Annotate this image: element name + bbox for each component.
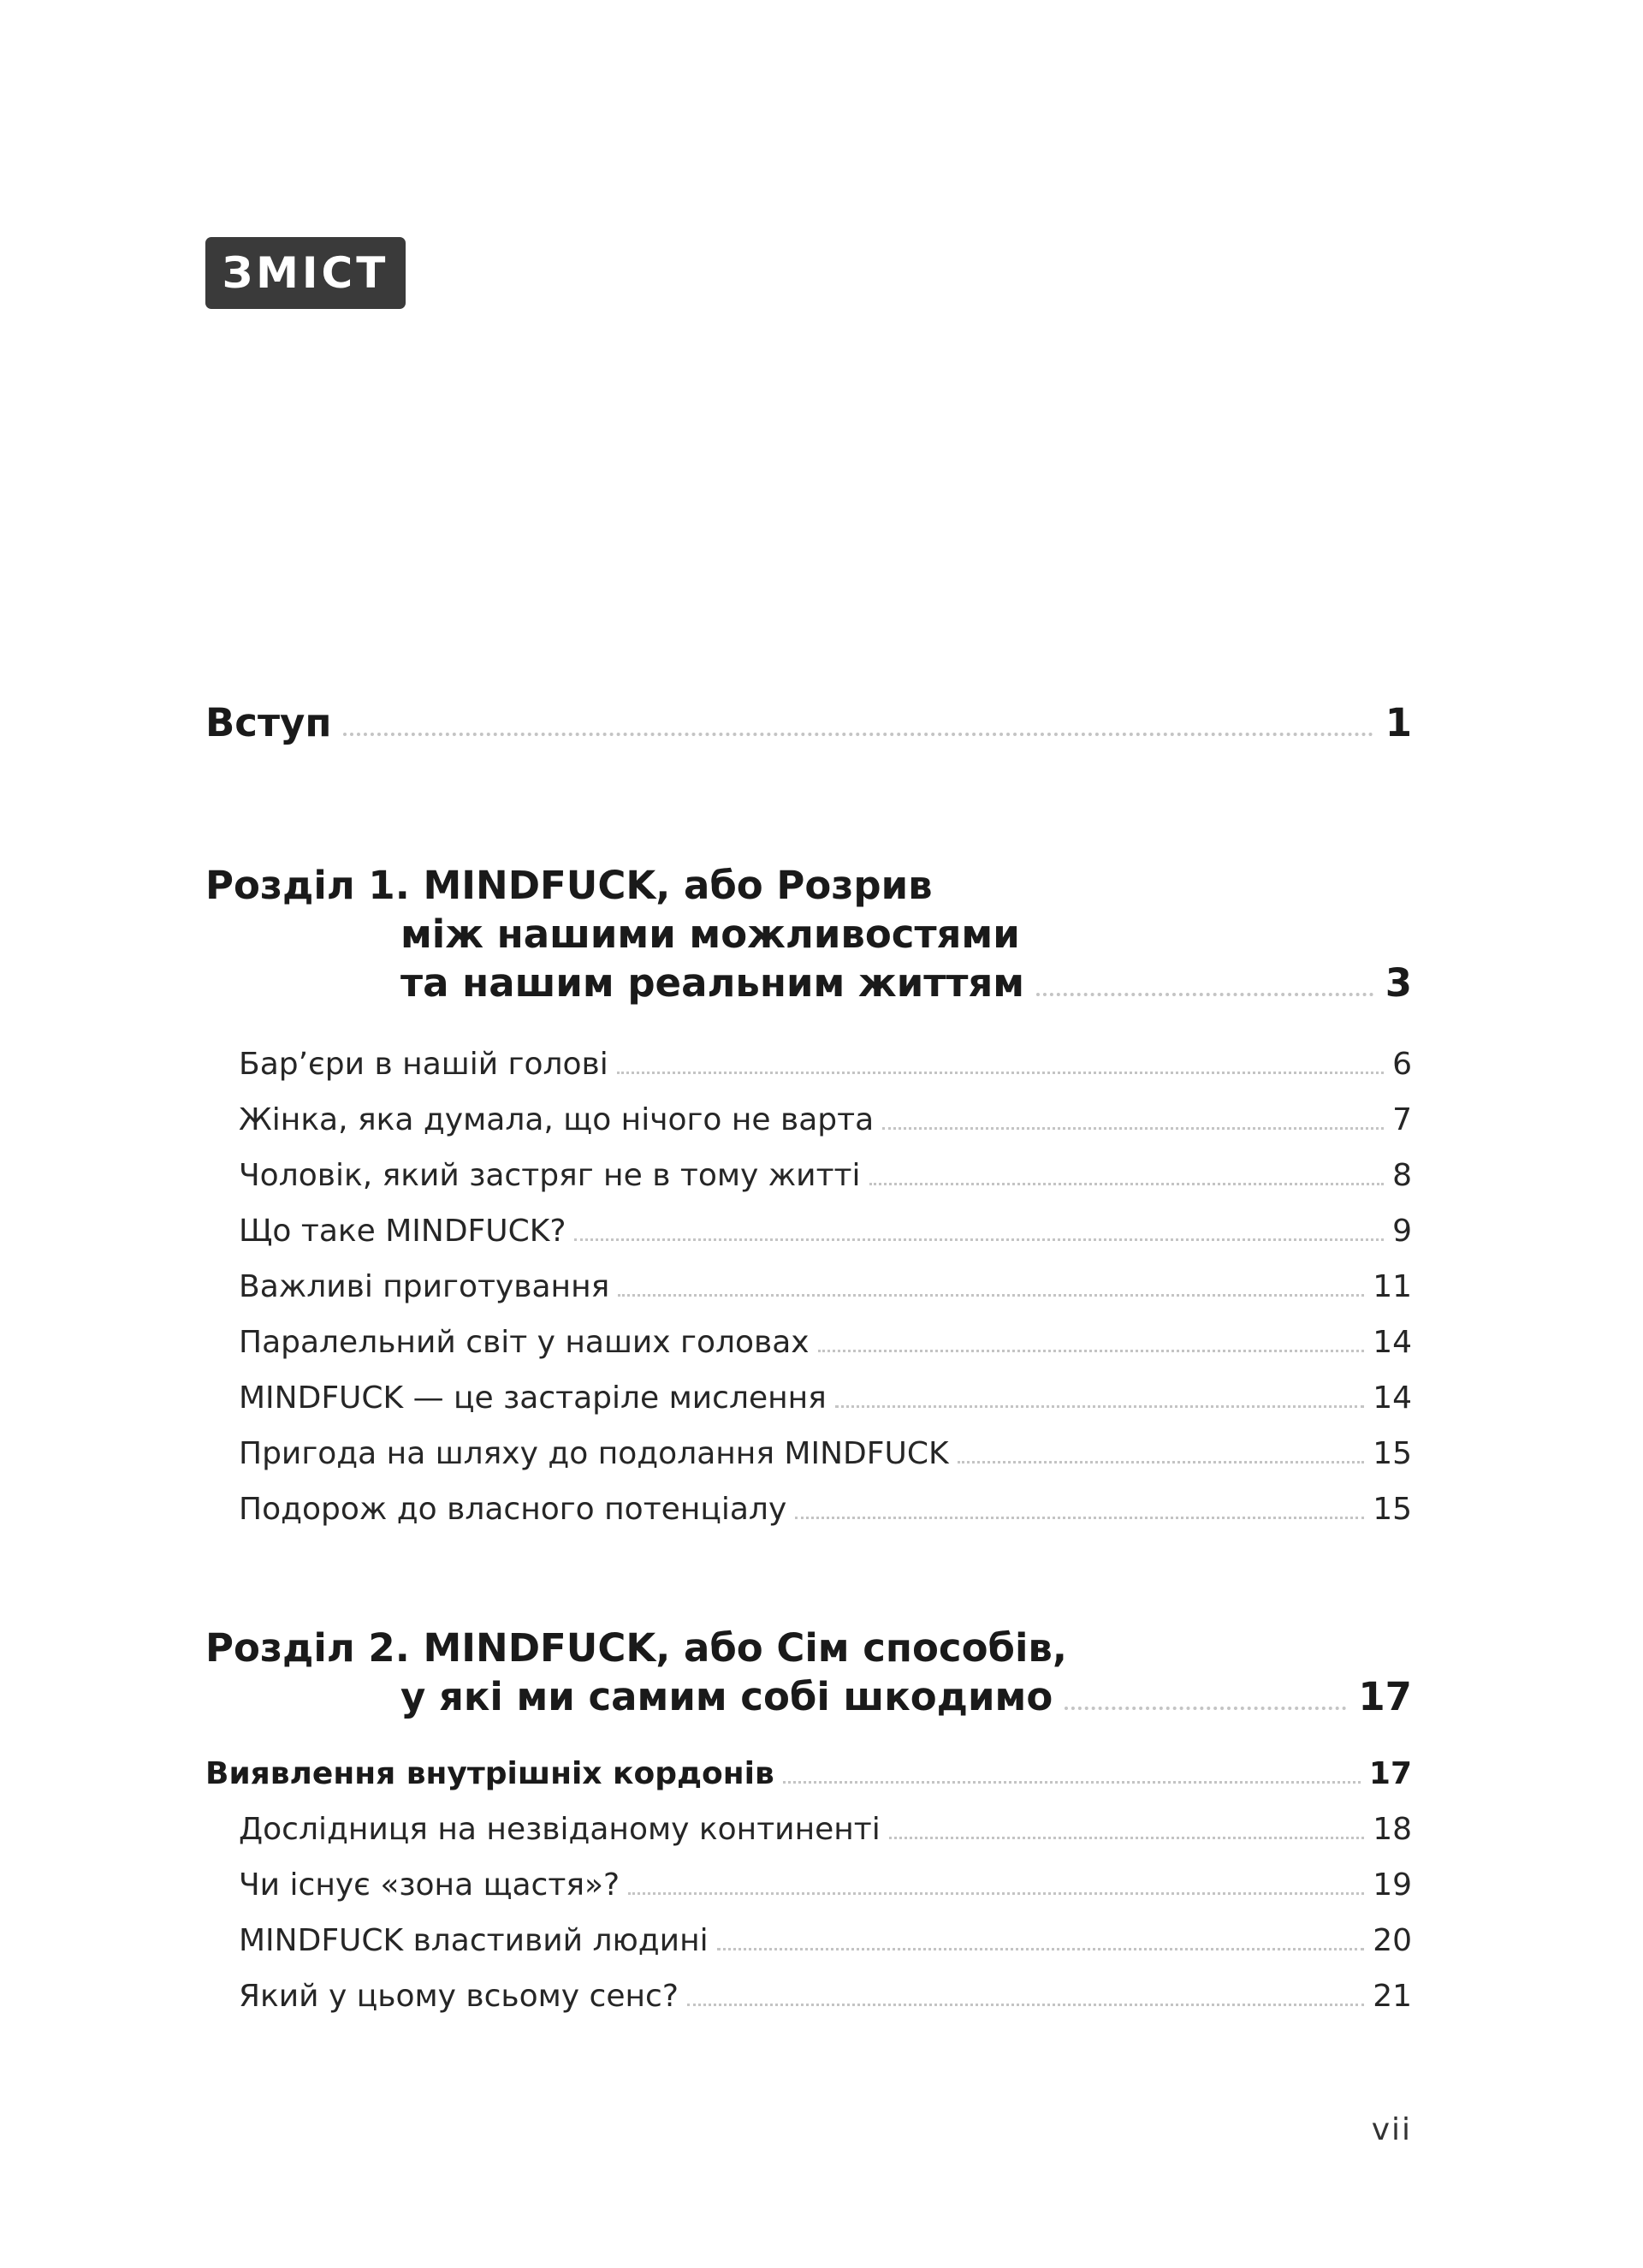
toc-entry[interactable] <box>205 1812 1412 1867</box>
dot-leader <box>687 2004 1364 2006</box>
dot-leader <box>818 1350 1365 1352</box>
entry-page: 8 <box>1392 1158 1412 1193</box>
toc-entry[interactable] <box>205 1269 1412 1325</box>
toc-entry[interactable] <box>205 1214 1412 1269</box>
toc-chapter-1[interactable] <box>205 861 1412 1007</box>
chapter-title-line: у які ми самим собі шкодимо <box>400 1674 1053 1719</box>
entry-title: Дослідниця на незвіданому континенті <box>239 1812 881 1847</box>
entry-title: Подорож до власного потенціалу <box>239 1492 787 1527</box>
chapter-title-line: між нашими можливостями <box>400 911 1020 957</box>
entry-page: 21 <box>1373 1979 1412 2014</box>
dot-leader <box>617 1072 1384 1074</box>
entry-title: Паралельний світ у наших головах <box>239 1325 810 1360</box>
entry-page: 6 <box>1392 1047 1412 1082</box>
dot-leader <box>574 1238 1384 1241</box>
toc-entry-intro[interactable] <box>205 700 1412 745</box>
chapter-1-entries <box>205 1047 1412 1547</box>
dot-leader <box>1065 1707 1346 1710</box>
toc-entry[interactable] <box>205 1492 1412 1547</box>
entry-page: 1 <box>1385 700 1412 745</box>
toc-entry[interactable] <box>205 1325 1412 1380</box>
dot-leader <box>343 733 1373 736</box>
entry-title: Який у цьому всьому сенс? <box>239 1979 679 2014</box>
entry-title: MINDFUCK властивий людині <box>239 1923 709 1958</box>
toc-entry[interactable] <box>205 1158 1412 1214</box>
entry-title: Чоловік, який застряг не в тому житті <box>239 1158 861 1193</box>
toc-entry[interactable] <box>205 1867 1412 1923</box>
section-title: Виявлення внутрішніх кордонів <box>205 1756 774 1791</box>
dot-leader <box>958 1461 1365 1464</box>
dot-leader <box>783 1781 1361 1784</box>
toc-entry[interactable] <box>205 1380 1412 1436</box>
page-number: vii <box>1371 2112 1412 2147</box>
chapter-title-line: Розділ 1. MINDFUCK, або Розрив <box>205 863 933 908</box>
dot-leader <box>717 1948 1365 1950</box>
entry-title: Бар’єри в нашій голові <box>239 1047 608 1082</box>
dot-leader <box>869 1183 1385 1185</box>
entry-page: 20 <box>1373 1923 1412 1958</box>
toc-section[interactable] <box>205 1756 1412 1812</box>
entry-title: Пригода на шляху до подолання MINDFUCK <box>239 1436 949 1471</box>
entry-page: 15 <box>1373 1436 1412 1471</box>
entry-title: Чи існує «зона щастя»? <box>239 1867 620 1903</box>
toc-entry[interactable] <box>205 1923 1412 1979</box>
entry-title: Що таке MINDFUCK? <box>239 1214 566 1249</box>
chapter-title-line: Розділ 2. MINDFUCK, або Сім способів, <box>205 1625 1067 1671</box>
dot-leader <box>628 1892 1364 1895</box>
toc-heading: ЗМІСТ <box>205 237 406 309</box>
toc-entry[interactable] <box>205 1436 1412 1492</box>
entry-page: 14 <box>1373 1380 1412 1416</box>
entry-page: 15 <box>1373 1492 1412 1527</box>
toc-entry[interactable] <box>205 1047 1412 1102</box>
entry-page: 7 <box>1392 1102 1412 1137</box>
dot-leader <box>889 1837 1364 1839</box>
toc-entry[interactable] <box>205 1979 1412 2034</box>
dot-leader <box>835 1405 1364 1408</box>
chapter-page: 3 <box>1385 960 1412 1006</box>
entry-page: 19 <box>1373 1867 1412 1903</box>
entry-page: 9 <box>1392 1214 1412 1249</box>
entry-page: 14 <box>1373 1325 1412 1360</box>
entry-page: 18 <box>1373 1812 1412 1847</box>
dot-leader <box>795 1517 1364 1519</box>
dot-leader <box>1036 993 1373 996</box>
entry-title: Важливі приготування <box>239 1269 610 1304</box>
chapter-page: 17 <box>1358 1674 1412 1719</box>
toc-chapter-2[interactable] <box>205 1624 1412 1721</box>
chapter-title-line: та нашим реальним життям <box>400 960 1025 1006</box>
entry-title: Жінка, яка думала, що нічого не варта <box>239 1102 875 1137</box>
dot-leader <box>618 1294 1364 1297</box>
section-page: 17 <box>1368 1756 1412 1791</box>
entry-title: Вступ <box>205 700 332 745</box>
chapter-2-entries <box>205 1756 1412 2034</box>
toc-entry[interactable] <box>205 1102 1412 1158</box>
entry-title: MINDFUCK — це застаріле мислення <box>239 1380 827 1416</box>
entry-page: 11 <box>1373 1269 1412 1304</box>
dot-leader <box>882 1127 1384 1130</box>
